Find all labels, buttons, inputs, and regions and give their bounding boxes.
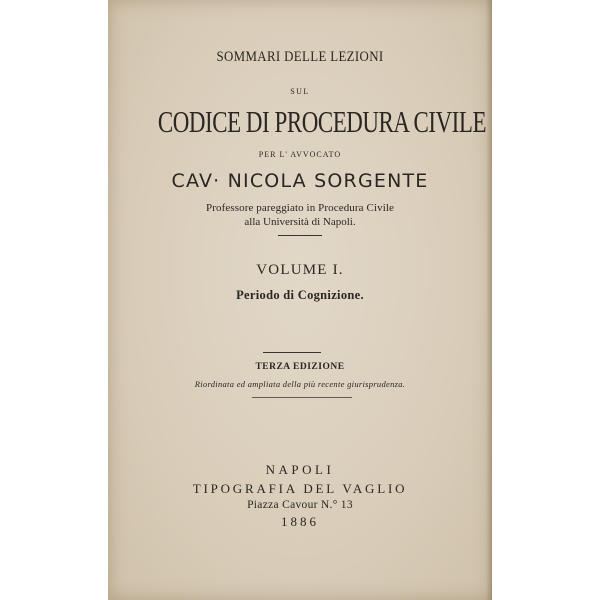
imprint-address: Piazza Cavour N.° 13 (247, 499, 353, 511)
imprint-year: 1886 (281, 514, 319, 529)
volume-subtitle: Periodo di Cognizione. (236, 288, 364, 302)
edition-note: Riordinata ed ampliata della più recente giurisprudenza. (194, 379, 406, 389)
author-credentials-line-1: Professore pareggiato in Procedura Civile (206, 202, 394, 214)
imprint-publisher: TIPOGRAFIA DEL VAGLIO (192, 481, 408, 496)
edition-label: TERZA EDIZIONE (255, 362, 345, 372)
divider-rule (278, 235, 322, 236)
divider-rule (263, 352, 321, 353)
main-title: CODICE DI PROCEDURA CIVILE (157, 104, 487, 139)
author-name: CAV· NICOLA SORGENTE (171, 170, 429, 192)
connector-word: SUL (290, 87, 310, 96)
title-page (108, 0, 492, 600)
author-prefix: PER L' AVVOCATO (258, 150, 342, 159)
author-credentials-line-2: alla Università di Napoli. (244, 216, 356, 228)
volume-label: VOLUME I. (256, 262, 344, 278)
series-heading: SOMMARI DELLE LEZIONI (216, 49, 384, 65)
imprint-place: NAPOLI (265, 462, 335, 477)
divider-rule (252, 397, 352, 398)
